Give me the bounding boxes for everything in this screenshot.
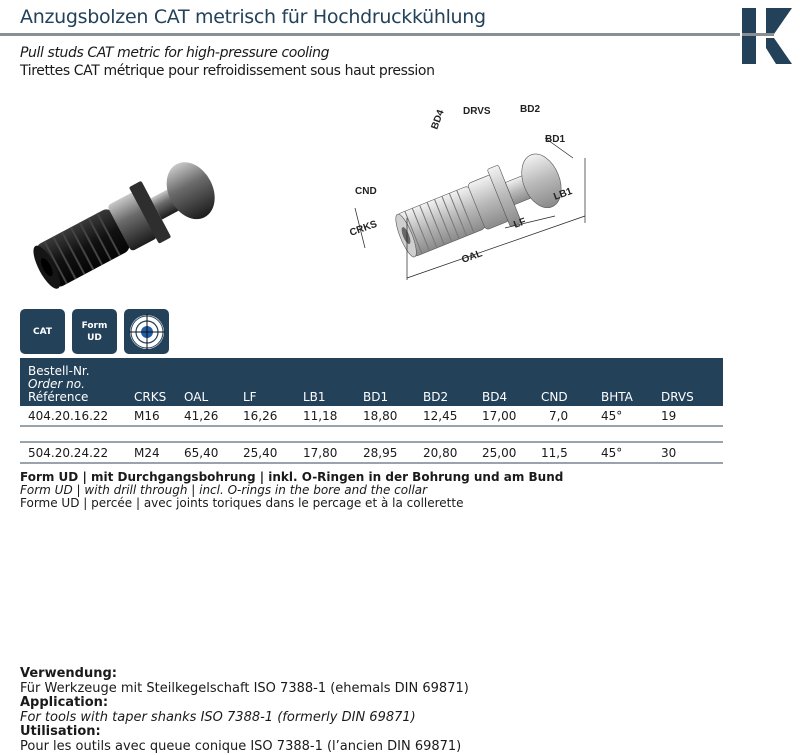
column-header-crks: CRKS [134,358,184,406]
cell-crks: M16 [134,406,184,426]
usage-text-french: Pour les outils avec queue conique ISO 7388-1 (l’ancien DIN 69871) [20,738,462,754]
cell-bd4: 25,00 [482,442,541,463]
cell-order-no: 404.20.16.22 [20,406,134,426]
column-header-oal: OAL [184,358,243,406]
brand-logo-k-icon [742,8,792,64]
cell-bd2: 12,45 [423,406,482,426]
cell-bd2: 20,80 [423,442,482,463]
cell-order-no: 504.20.24.22 [20,442,134,463]
product-photo [20,140,240,290]
svg-text:DRVS: DRVS [463,106,491,117]
cell-crks: M24 [134,442,184,463]
table-spacer-row [20,426,723,442]
cell-bhta: 45° [601,442,661,463]
svg-text:CND: CND [355,186,377,197]
badge-coolant-target [124,309,169,354]
column-header-bd2: BD2 [423,358,482,406]
note-german: Form UD | mit Durchgangsbohrung | inkl. O-Ringen in der Bohrung und am Bund [20,470,564,484]
cell-lf: 25,40 [243,442,303,463]
cell-bd4: 17,00 [482,406,541,426]
svg-text:LB1: LB1 [552,186,574,203]
svg-text:LF: LF [512,216,528,231]
column-header-drvs: DRVS [661,358,723,406]
cell-drvs: 19 [661,406,723,426]
usage-text-english: For tools with taper shanks ISO 7388-1 (formerly DIN 69871) [20,709,416,725]
cell-drvs: 30 [661,442,723,463]
cell-cnd: 7,0 [541,406,601,426]
subtitle-english: Pull studs CAT metric for high-pressure cooling [20,45,330,61]
usage-section [20,667,469,754]
badge-row [20,309,169,354]
spec-table [20,358,723,464]
cell-lb1: 17,80 [303,442,363,463]
cell-lb1: 11,18 [303,406,363,426]
usage-heading-german: Verwendung: [20,666,117,681]
column-header-order-no: Bestell-Nr. Order no. Référence [20,358,134,406]
cell-oal: 65,40 [184,442,243,463]
note-french: Forme UD | percée | avec joints toriques dans le percage et à la collerette [20,496,464,510]
table-row [20,442,723,463]
subtitle-french: Tirettes CAT métrique pour refroidissement sous haut pression [20,63,435,79]
column-header-lf: LF [243,358,303,406]
title-divider [0,33,740,36]
svg-text:BD1: BD1 [545,134,566,145]
note-english: Form UD | with drill through | incl. O-rings in the bore and the collar [20,483,428,497]
column-header-lb1: LB1 [303,358,363,406]
usage-heading-english: Application: [20,695,109,710]
cell-cnd: 11,5 [541,442,601,463]
usage-text-german: Für Werkzeuge mit Steilkegelschaft ISO 7388-1 (ehemals DIN 69871) [20,680,469,696]
cell-bd1: 28,95 [363,442,423,463]
svg-text:OAL: OAL [460,248,484,266]
column-header-bd1: BD1 [363,358,423,406]
form-notes [20,471,563,510]
cell-bd1: 18,80 [363,406,423,426]
table-header-row [20,358,723,406]
svg-text:BD4: BD4 [429,108,447,132]
technical-drawing [345,98,605,298]
page-title: Anzugsbolzen CAT metrisch für Hochdruckkühlung [20,6,486,28]
coolant-target-icon [128,313,166,351]
badge-form-ud [72,309,117,354]
svg-text:CRKS: CRKS [348,218,379,239]
badge-cat [20,309,65,354]
cell-bhta: 45° [601,406,661,426]
cell-oal: 41,26 [184,406,243,426]
table-row [20,406,723,426]
badge-label: Form [81,320,108,331]
cell-lf: 16,26 [243,406,303,426]
column-header-bd4: BD4 [482,358,541,406]
badge-label: CAT [32,326,52,337]
column-header-bhta: BHTA [601,358,661,406]
badge-label: UD [87,332,102,343]
usage-heading-french: Utilisation: [20,724,101,739]
svg-text:BD2: BD2 [520,104,541,115]
column-header-cnd: CND [541,358,601,406]
